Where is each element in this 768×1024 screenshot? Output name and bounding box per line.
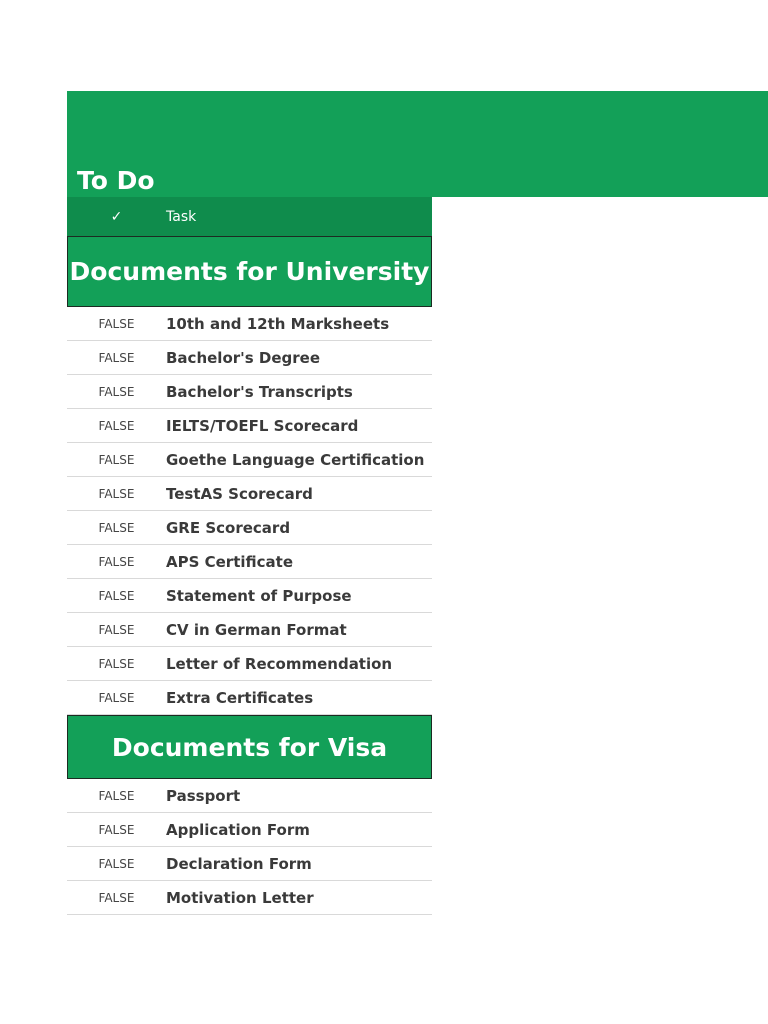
status-cell[interactable]: FALSE — [98, 588, 135, 603]
table-row[interactable] — [67, 341, 432, 375]
task-cell[interactable]: 10th and 12th Marksheets — [166, 314, 390, 333]
title-banner — [67, 91, 768, 197]
task-cell[interactable]: CV in German Format — [166, 620, 347, 639]
task-cell[interactable]: GRE Scorecard — [166, 518, 291, 537]
task-cell[interactable]: APS Certificate — [166, 552, 293, 571]
table-row[interactable] — [67, 375, 432, 409]
task-cell[interactable]: TestAS Scorecard — [166, 484, 313, 503]
todo-sheet — [67, 197, 432, 915]
status-cell[interactable]: FALSE — [98, 788, 135, 803]
task-cell[interactable]: Letter of Recommendation — [166, 654, 393, 673]
task-cell[interactable]: IELTS/TOEFL Scorecard — [166, 416, 359, 435]
status-cell[interactable]: FALSE — [98, 316, 135, 331]
table-row[interactable] — [67, 881, 432, 915]
column-header-row — [67, 197, 432, 236]
table-row[interactable] — [67, 813, 432, 847]
table-row[interactable] — [67, 511, 432, 545]
task-column-header: Task — [166, 208, 197, 225]
status-cell[interactable]: FALSE — [98, 856, 135, 871]
task-cell[interactable]: Motivation Letter — [166, 888, 314, 907]
status-cell[interactable]: FALSE — [98, 452, 135, 467]
table-row[interactable] — [67, 545, 432, 579]
status-cell[interactable]: FALSE — [98, 656, 135, 671]
table-row[interactable] — [67, 613, 432, 647]
status-cell[interactable]: FALSE — [98, 384, 135, 399]
table-row[interactable] — [67, 579, 432, 613]
status-cell[interactable]: FALSE — [98, 486, 135, 501]
task-cell[interactable]: Statement of Purpose — [166, 586, 352, 605]
table-row[interactable] — [67, 409, 432, 443]
table-row[interactable] — [67, 307, 432, 341]
page-title: To Do — [77, 166, 155, 195]
status-cell[interactable]: FALSE — [98, 622, 135, 637]
checkmark-column-header: ✓ — [110, 208, 123, 225]
task-cell[interactable]: Application Form — [166, 820, 310, 839]
status-cell[interactable]: FALSE — [98, 554, 135, 569]
table-row[interactable] — [67, 847, 432, 881]
status-cell[interactable]: FALSE — [98, 350, 135, 365]
table-row[interactable] — [67, 779, 432, 813]
task-cell[interactable]: Declaration Form — [166, 854, 312, 873]
status-cell[interactable]: FALSE — [98, 890, 135, 905]
table-row[interactable] — [67, 681, 432, 715]
table-row[interactable] — [67, 443, 432, 477]
status-cell[interactable]: FALSE — [98, 520, 135, 535]
status-cell[interactable]: FALSE — [98, 822, 135, 837]
table-row[interactable] — [67, 647, 432, 681]
task-cell[interactable]: Bachelor's Degree — [166, 348, 320, 367]
status-cell[interactable]: FALSE — [98, 690, 135, 705]
task-cell[interactable]: Bachelor's Transcripts — [166, 382, 353, 401]
task-cell[interactable]: Passport — [166, 786, 241, 805]
section-header-university: Documents for University — [67, 236, 432, 307]
status-cell[interactable]: FALSE — [98, 418, 135, 433]
table-row[interactable] — [67, 477, 432, 511]
task-cell[interactable]: Goethe Language Certification — [166, 450, 425, 469]
section-header-visa: Documents for Visa — [67, 715, 432, 779]
task-cell[interactable]: Extra Certificates — [166, 688, 314, 707]
